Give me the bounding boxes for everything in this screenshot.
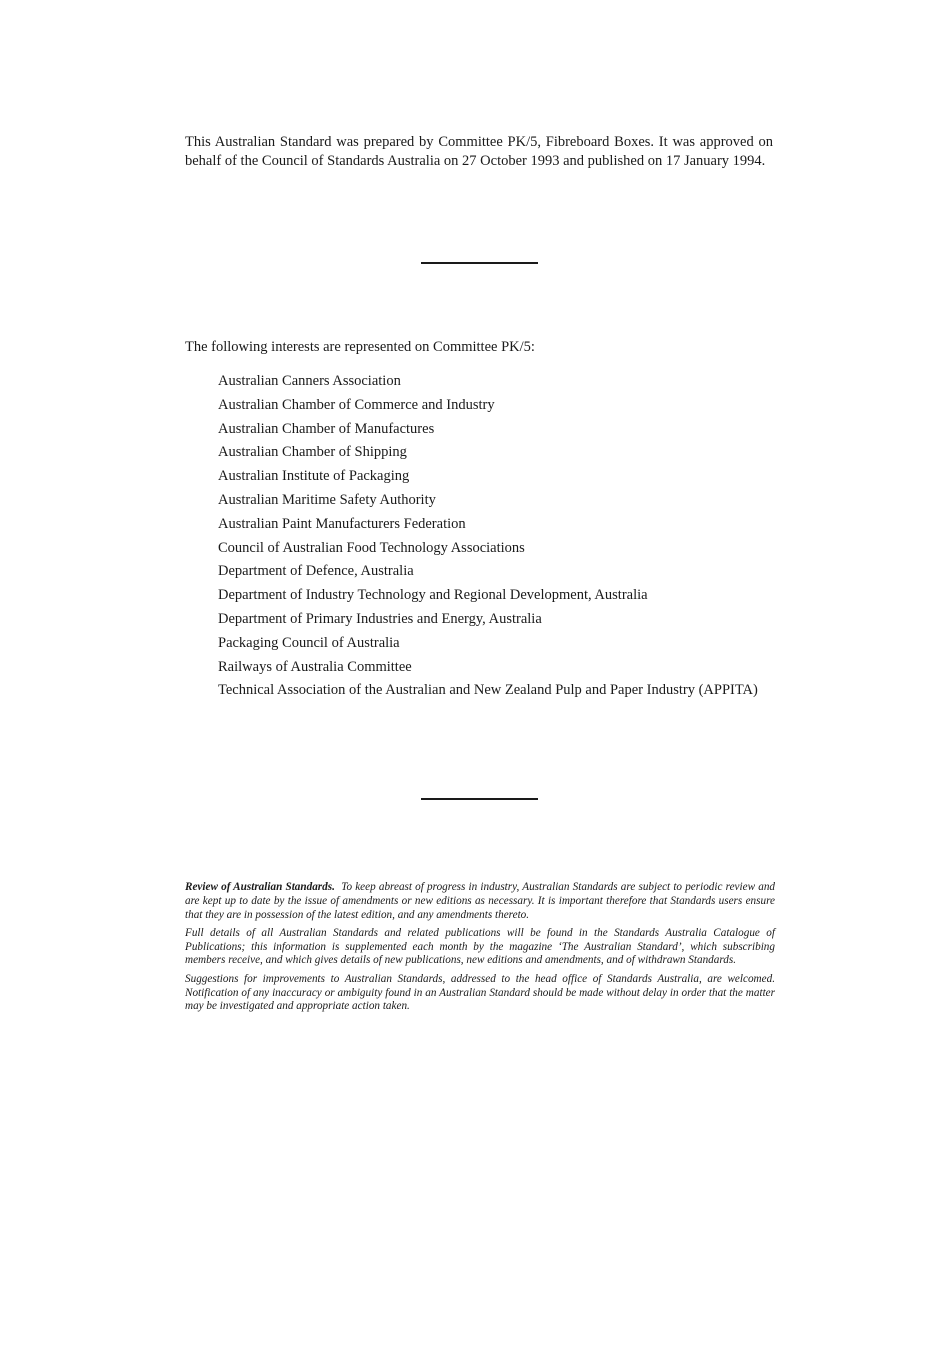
section-divider	[421, 798, 538, 800]
list-item: Department of Industry Technology and Regional Development, Australia	[218, 587, 648, 604]
suggestions-paragraph: Suggestions for improvements to Australian Standards, addressed to the head office of Standards Australia, are welcomed. Notification of any inaccuracy or ambiguity found in an Australian Standard should be made without delay in order that the matter may be investigated and appropriate action taken.	[185, 972, 775, 1013]
list-item: Australian Maritime Safety Authority	[218, 491, 436, 508]
list-item: Australian Chamber of Commerce and Industry	[218, 396, 495, 413]
interests-list	[218, 373, 758, 706]
list-item: Department of Primary Industries and Energy, Australia	[218, 610, 542, 627]
review-title: Review of Australian Standards.	[185, 881, 335, 893]
list-item: Department of Defence, Australia	[218, 563, 414, 580]
list-item: Packaging Council of Australia	[218, 634, 400, 651]
list-item: Australian Paint Manufacturers Federation	[218, 515, 466, 532]
review-paragraph	[185, 881, 775, 922]
list-item: Australian Institute of Packaging	[218, 468, 410, 485]
interests-heading: The following interests are represented on Committee PK/5:	[185, 339, 535, 355]
preparation-statement: This Australian Standard was prepared by Committee PK/5, Fibreboard Boxes. It was approved on behalf of the Council of Standards Australia on 27 October 1993 and published on 17 January 1994.	[185, 134, 773, 169]
list-item: Australian Chamber of Manufactures	[218, 420, 435, 437]
list-item: Railways of Australia Committee	[218, 658, 412, 675]
section-divider	[421, 262, 538, 264]
list-item: Australian Canners Association	[218, 373, 401, 389]
list-item: Australian Chamber of Shipping	[218, 444, 407, 461]
review-text: To keep abreast of progress in industry, Australian Standards are subject to periodic review and are kept up to date by the issue of amendments or new editions as necessary. It is important therefore that Standards users ensure that they are in possession of the latest edition, and any amendments thereto.	[185, 881, 776, 921]
list-item: Council of Australian Food Technology Associations	[218, 539, 525, 556]
review-notes	[185, 881, 775, 1019]
details-paragraph: Full details of all Australian Standards and related publications will be found in the Standards Australia Catalogue of Publications; this information is supplemented each month by the magazine ‘The Australian Standard’, which subscribing members receive, and which gives details of new publications, new editions and amendments, and of withdrawn Standards.	[185, 926, 775, 967]
list-item: Technical Association of the Australian and New Zealand Pulp and Paper Industry (APPITA)	[218, 682, 758, 699]
